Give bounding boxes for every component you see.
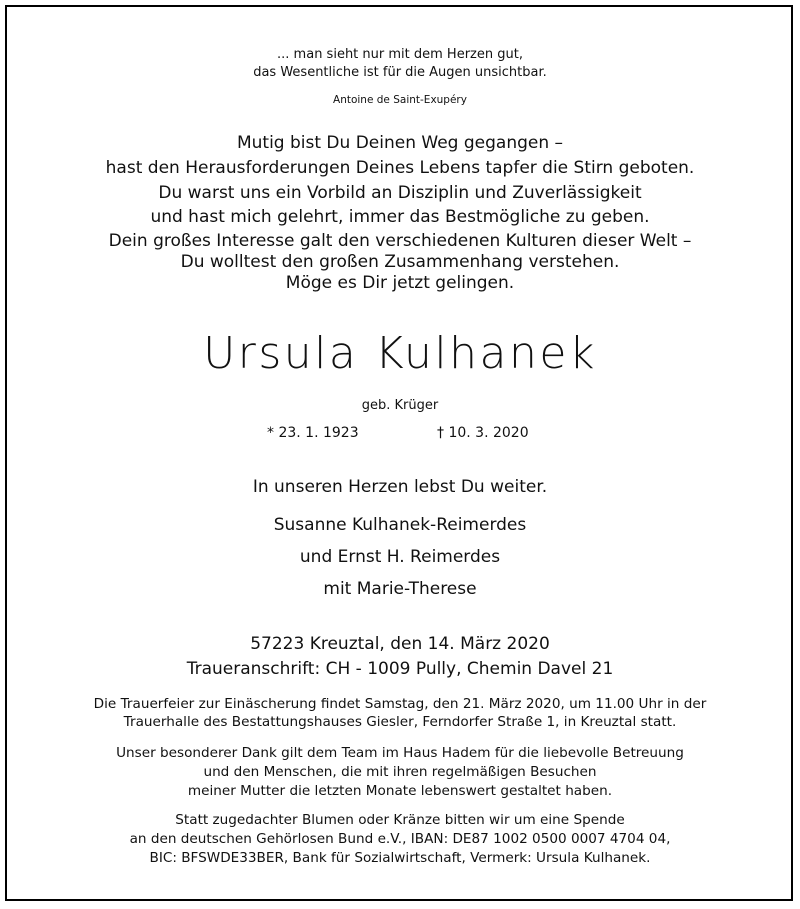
birth-date: * 23. 1. 1923 [267,425,359,441]
mourner-line: und Ernst H. Reimerdes [299,547,501,567]
thanks-line: meiner Mutter die letzten Monate lebenswert gestaltet haben. [187,783,613,799]
mourning-address: Traueranschrift: CH - 1009 Pully, Chemin Davel 21 [186,659,614,679]
mourner-line: mit Marie-Therese [323,579,477,599]
poem-line: und hast mich gelehrt, immer das Bestmögliche zu geben. [150,207,650,227]
ceremony-line: Die Trauerfeier zur Einäscherung findet Samstag, den 21. März 2020, um 11.00 Uhr in der [93,696,707,712]
poem-line: Du warst uns ein Vorbild an Disziplin und Zuverlässigkeit [158,183,642,203]
poem-line: Möge es Dir jetzt gelingen. [285,273,515,293]
thanks-line: Unser besonderer Dank gilt dem Team im Haus Hadem für die liebevolle Betreuung [116,745,684,761]
death-date: † 10. 3. 2020 [437,425,529,441]
poem-line: Du wolltest den großen Zusammenhang verstehen. [180,252,620,272]
donation-line: Statt zugedachter Blumen oder Kränze bitten wir um eine Spende [175,812,625,828]
poem-line: Dein großes Interesse galt den verschiedenen Kulturen dieser Welt – [108,231,692,251]
thanks-line: und den Menschen, die mit ihren regelmäßigen Besuchen [203,764,597,780]
poem-line: Mutig bist Du Deinen Weg gegangen – [236,133,564,153]
birth-name: geb. Krüger [361,398,439,413]
deceased-name: Ursula Kulhanek [203,328,597,379]
quote-line: das Wesentliche ist für die Augen unsichtbar. [253,65,547,80]
quote-author: Antoine de Saint-Exupéry [333,94,467,106]
poem-line: hast den Herausforderungen Deines Lebens tapfer die Stirn geboten. [105,158,695,178]
place-date: 57223 Kreuztal, den 14. März 2020 [250,634,550,654]
donation-line: BIC: BFSWDE33BER, Bank für Sozialwirtschaft, Vermerk: Ursula Kulhanek. [149,850,651,866]
mourner-line: Susanne Kulhanek-Reimerdes [273,515,527,535]
ceremony-line: Trauerhalle des Bestattungshauses Giesler, Ferndorfer Straße 1, in Kreuztal statt. [123,714,677,730]
quote-line: ... man sieht nur mit dem Herzen gut, [277,47,523,62]
farewell-line: In unseren Herzen lebst Du weiter. [252,477,548,497]
donation-line: an den deutschen Gehörlosen Bund e.V., IBAN: DE87 1002 0500 0007 4704 04, [129,831,671,847]
